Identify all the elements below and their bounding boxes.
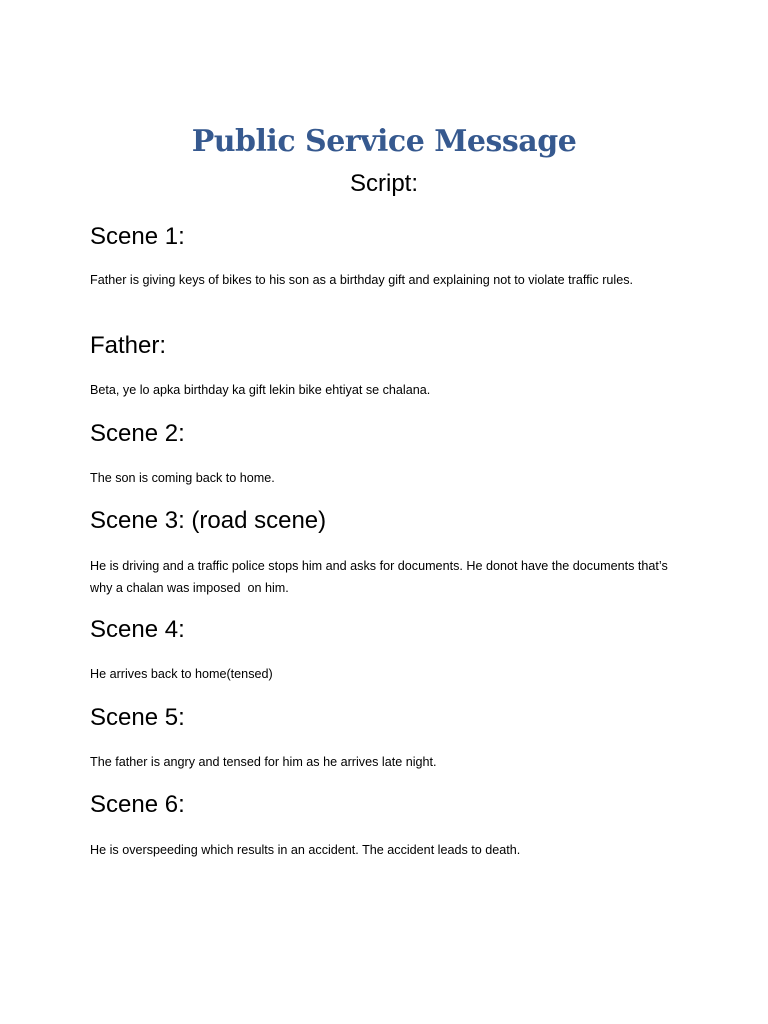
scene-1-heading: Scene 1: <box>90 223 185 250</box>
scene-3-heading: Scene 3: (road scene) <box>90 507 327 534</box>
document-title: Public Service Message <box>191 124 577 159</box>
scene-2-heading: Scene 2: <box>90 420 185 447</box>
scene-6-heading: Scene 6: <box>90 791 185 818</box>
scene-2-text: The son is coming back to home. <box>90 471 275 485</box>
scene-4-heading: Scene 4: <box>90 616 185 643</box>
scene-1-text: Father is giving keys of bikes to his son as a birthday gift and explaining not to violate traffic rules. <box>90 273 633 287</box>
father-heading: Father: <box>90 332 167 359</box>
father-text: Beta, ye lo apka birthday ka gift lekin bike ehtiyat se chalana. <box>90 383 431 397</box>
scene-5-heading: Scene 5: <box>90 704 185 731</box>
scene-3-text: He is driving and a traffic police stops him and asks for documents. He donot have the documents that’s why a chalan was imposed on him. <box>90 559 672 595</box>
document-subtitle: Script: <box>349 170 418 197</box>
scene-5-text: The father is angry and tensed for him as he arrives late night. <box>90 755 437 769</box>
scene-4-text: He arrives back to home(tensed) <box>90 667 273 681</box>
scene-6-text: He is overspeeding which results in an accident. The accident leads to death. <box>90 843 521 857</box>
